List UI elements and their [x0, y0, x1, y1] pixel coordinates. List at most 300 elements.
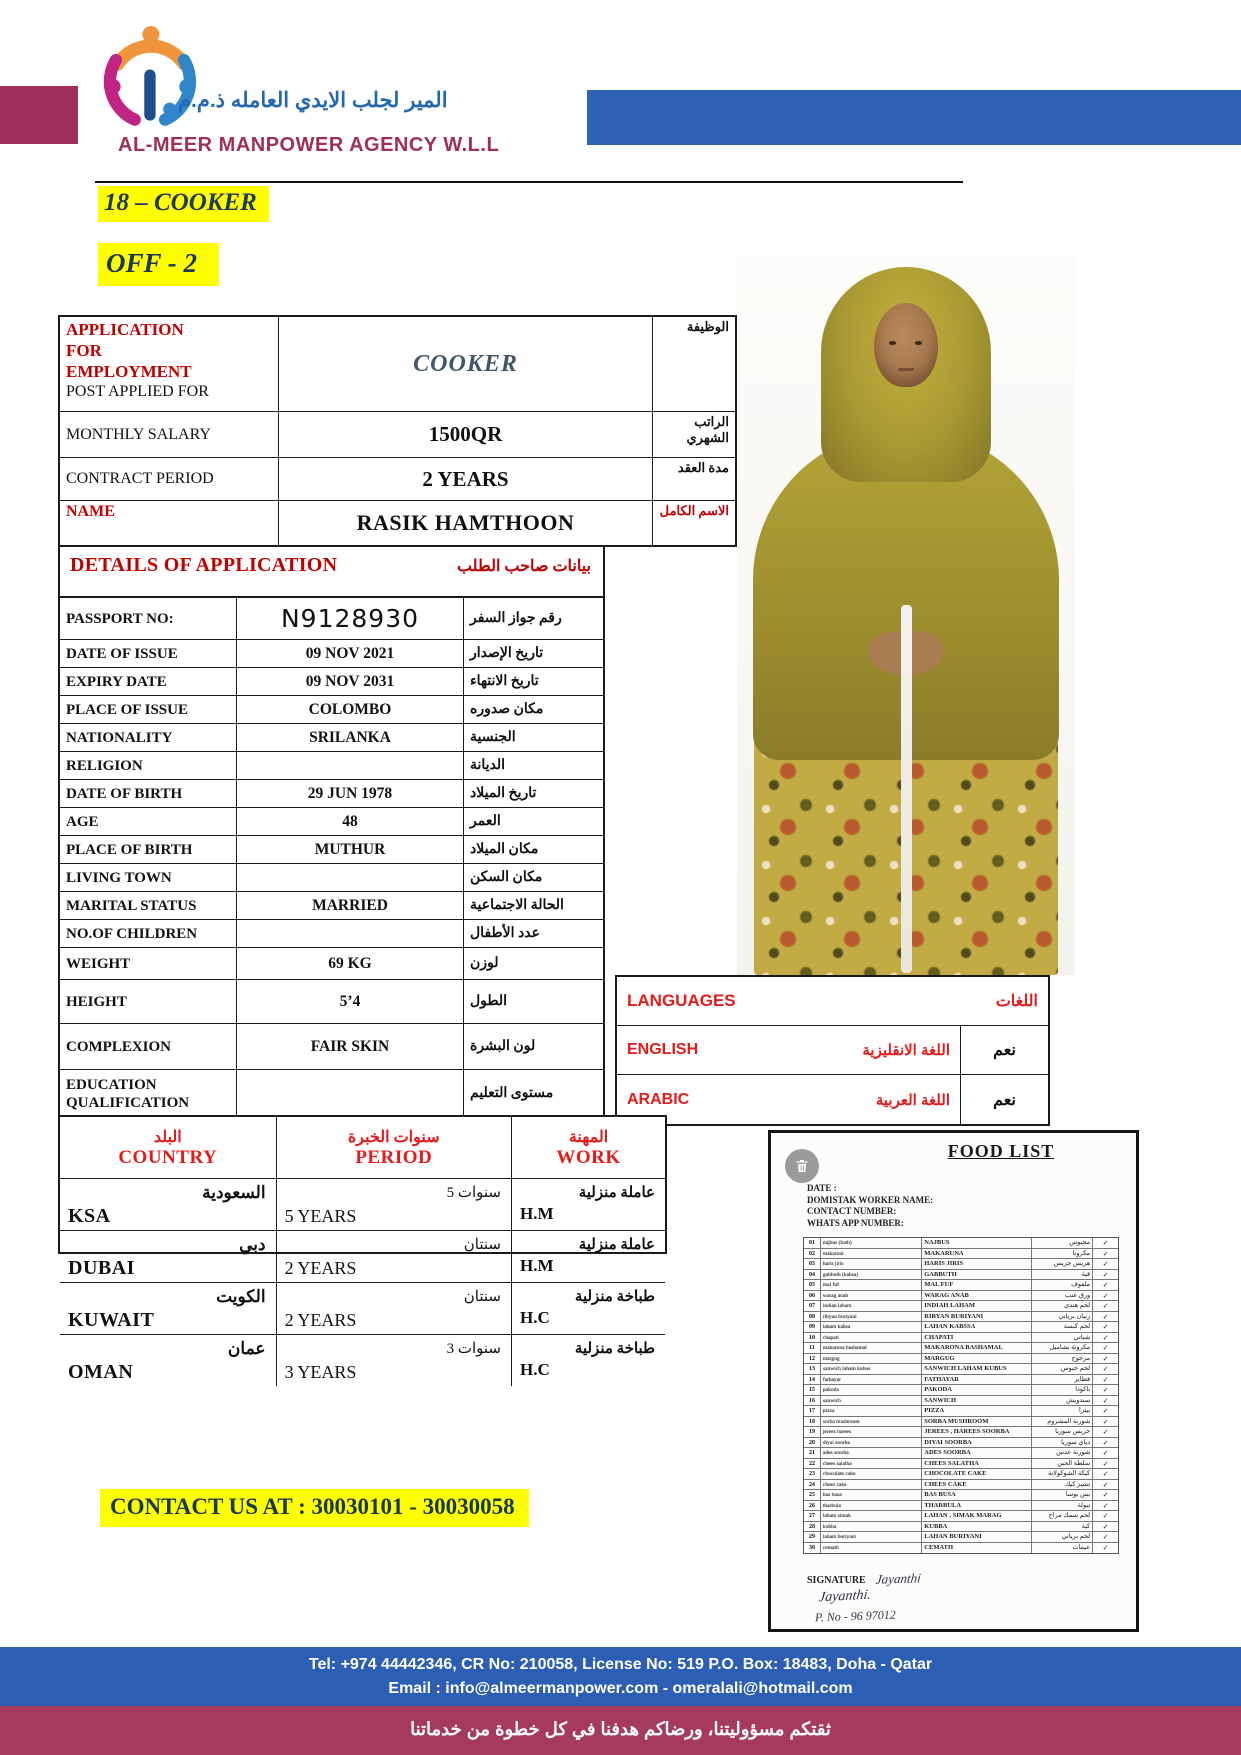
food-checkmark: ✓	[1102, 1386, 1109, 1394]
experience-country-cell	[60, 1283, 277, 1334]
food-row	[804, 1406, 1118, 1417]
food-row	[804, 1238, 1118, 1249]
food-checkmark: ✓	[1102, 1281, 1109, 1289]
language-name: ENGLISH	[627, 1041, 699, 1058]
photo-drawstring	[901, 605, 912, 973]
application-table	[58, 315, 737, 547]
details-value: FAIR SKIN	[237, 1024, 464, 1069]
details-label: NATIONALITY	[60, 724, 237, 751]
details-label: MARITAL STATUS	[60, 892, 237, 919]
details-value: 5’4	[237, 980, 464, 1023]
food-number: 13	[804, 1364, 821, 1374]
food-number: 18	[804, 1417, 821, 1427]
food-name-english: SORBA MUSHROOM	[922, 1417, 1031, 1427]
details-value: 69 KG	[237, 948, 464, 979]
food-row	[804, 1385, 1118, 1396]
food-number: 29	[804, 1532, 821, 1542]
details-row	[60, 1024, 603, 1070]
food-checkmark: ✓	[1102, 1533, 1109, 1541]
food-checkmark: ✓	[1102, 1260, 1109, 1268]
food-checkmark: ✓	[1102, 1323, 1109, 1331]
food-name-sinhala: indian laham	[821, 1301, 922, 1311]
food-name-sinhala: sorba mushroom	[821, 1417, 922, 1427]
details-label: DATE OF ISSUE	[60, 640, 237, 667]
food-name-sinhala: jerees harees	[821, 1427, 922, 1437]
details-row	[60, 864, 603, 892]
food-name-sinhala: laham buriyani	[821, 1532, 922, 1542]
details-label: DATE OF BIRTH	[60, 780, 237, 807]
details-value: MUTHUR	[237, 836, 464, 863]
food-name-english: KUBBA	[922, 1522, 1031, 1532]
languages-title-arabic: اللغات	[995, 993, 1038, 1010]
application-for-employment-label: APPLICATION FOR EMPLOYMENT	[66, 320, 192, 381]
agency-logo-icon	[97, 16, 201, 142]
food-number: 24	[804, 1480, 821, 1490]
details-value: 09 NOV 2021	[237, 640, 464, 667]
food-name-arabic: مجبوس	[1032, 1238, 1094, 1248]
food-row	[804, 1480, 1118, 1491]
food-name-sinhala: tharbula	[821, 1501, 922, 1511]
food-row	[804, 1249, 1118, 1260]
language-row	[617, 1026, 1048, 1075]
photo-mouth	[898, 368, 914, 371]
languages-header	[617, 977, 1048, 1026]
food-row	[804, 1354, 1118, 1365]
details-arabic-label: تاريخ الميلاد	[470, 786, 537, 801]
details-value: MARRIED	[237, 892, 464, 919]
reference-badge: 18 – COOKER	[98, 186, 269, 222]
details-label: WEIGHT	[60, 948, 237, 979]
trash-icon	[785, 1149, 819, 1183]
experience-work-cell	[512, 1283, 665, 1334]
language-name: ARABIC	[627, 1090, 690, 1108]
food-name-sinhala: mal fuf	[821, 1280, 922, 1290]
work-arabic: طباخة منزلية	[574, 1289, 655, 1305]
food-checkmark: ✓	[1102, 1407, 1109, 1415]
name-row	[60, 501, 735, 545]
details-row	[60, 836, 603, 864]
food-row	[804, 1375, 1118, 1386]
footer-contact-bar	[0, 1647, 1241, 1706]
details-arabic-label: الحالة الاجتماعية	[470, 898, 564, 913]
languages-table	[615, 975, 1050, 1126]
details-row	[60, 752, 603, 780]
salary-value-cell	[279, 412, 653, 457]
food-checkmark: ✓	[1102, 1501, 1109, 1510]
period-arabic: سنتان	[463, 1237, 501, 1253]
period-english: 2 YEARS	[284, 1258, 357, 1278]
experience-row	[60, 1283, 665, 1335]
details-arabic-label: مكان صدوره	[470, 702, 544, 717]
food-number: 06	[804, 1291, 821, 1301]
food-name-sinhala: haris jiris	[821, 1259, 922, 1269]
period-header-arabic: سنوات الخبرة	[347, 1128, 440, 1146]
food-name-english: INDIAH LAHAM	[922, 1301, 1031, 1311]
food-number: 05	[804, 1280, 821, 1290]
food-number: 14	[804, 1375, 821, 1385]
food-checkmark: ✓	[1102, 1333, 1109, 1342]
work-arabic: عاملة منزلية	[578, 1185, 655, 1201]
details-arabic-label: عدد الأطفال	[470, 926, 540, 941]
applicant-name: RASIK HAMTHOON	[356, 510, 575, 535]
contract-row	[60, 458, 735, 501]
language-label-cell	[617, 1075, 961, 1124]
food-checkmark: ✓	[1102, 1354, 1109, 1363]
details-arabic-label: لوزن	[470, 956, 499, 971]
details-title-arabic: بيانات صاحب الطلب	[456, 558, 591, 575]
contract-label: CONTRACT PERIOD	[60, 458, 279, 500]
period-header-english: PERIOD	[355, 1146, 433, 1168]
signature-row	[807, 1571, 921, 1587]
details-value: 48	[237, 808, 464, 835]
details-row	[60, 808, 603, 836]
food-name-english: ADES SOORBA	[922, 1448, 1031, 1458]
language-answer: نعم	[993, 1042, 1016, 1059]
details-arabic-label: الطول	[470, 994, 508, 1009]
food-name-arabic: ملفوف	[1032, 1280, 1094, 1290]
food-name-sinhala: najbus (bath)	[821, 1238, 922, 1248]
food-name-arabic: لحم خبوس	[1032, 1364, 1094, 1374]
work-arabic: طباخة منزلية	[574, 1341, 655, 1357]
food-name-english: LAHAN BURIYANI	[922, 1532, 1031, 1542]
details-label: PASSPORT NO:	[60, 598, 237, 639]
food-name-english: CHEES SALATHA	[922, 1459, 1031, 1469]
details-row	[60, 598, 603, 640]
details-row	[60, 668, 603, 696]
food-checkmark: ✓	[1102, 1438, 1109, 1447]
food-name-arabic: لحم هندي	[1032, 1301, 1094, 1311]
details-row	[60, 696, 603, 724]
food-name-english: LAHAN , SIMAK MARAG	[922, 1511, 1031, 1521]
food-row	[804, 1427, 1118, 1438]
food-checkmark: ✓	[1102, 1239, 1109, 1247]
food-name-sinhala: bas busa	[821, 1490, 922, 1500]
food-checkmark: ✓	[1102, 1344, 1109, 1352]
details-row	[60, 980, 603, 1024]
details-row	[60, 724, 603, 752]
food-name-sinhala: cemath	[821, 1543, 922, 1554]
period-english: 5 YEARS	[284, 1206, 357, 1226]
experience-work-cell	[512, 1231, 665, 1282]
contract-value-cell	[279, 458, 653, 500]
food-row	[804, 1259, 1118, 1270]
period-arabic: 5 سنوات	[446, 1185, 501, 1201]
food-checkmark: ✓	[1102, 1512, 1109, 1520]
food-number: 19	[804, 1427, 821, 1437]
country-header-english: COUNTRY	[118, 1146, 218, 1168]
food-name-arabic: عيمات	[1032, 1543, 1094, 1554]
contact-highlight: CONTACT US AT : 30030101 - 30030058	[100, 1489, 529, 1527]
experience-header-row	[60, 1117, 665, 1179]
post-applied-label-cell	[60, 317, 279, 411]
details-title-english: DETAILS OF APPLICATION	[70, 554, 338, 576]
food-checkmark: ✓	[1102, 1291, 1109, 1300]
details-label: RELIGION	[60, 752, 237, 779]
period-arabic: سنتان	[463, 1289, 501, 1305]
food-name-arabic: تشيز كيك	[1032, 1480, 1094, 1490]
food-number: 11	[804, 1343, 821, 1353]
details-value	[237, 752, 464, 779]
country-arabic: عمان	[227, 1339, 266, 1358]
work-english: H.C	[520, 1360, 550, 1379]
languages-rows	[617, 1026, 1048, 1124]
details-row	[60, 948, 603, 980]
food-row	[804, 1490, 1118, 1501]
language-row	[617, 1075, 1048, 1124]
food-name-english: RIBYAN BURIYANI	[922, 1312, 1031, 1322]
food-name-sinhala: sanwich laham kubus	[821, 1364, 922, 1374]
post-arabic-label: الوظيفة	[686, 319, 729, 334]
food-name-sinhala: warag anab	[821, 1291, 922, 1301]
food-checkmark: ✓	[1102, 1270, 1109, 1279]
details-arabic-label: الجنسية	[470, 730, 516, 745]
food-name-english: MAKARUNA	[922, 1249, 1031, 1259]
details-label: LIVING TOWN	[60, 864, 237, 891]
food-checkmark: ✓	[1102, 1543, 1109, 1552]
details-row	[60, 780, 603, 808]
country-arabic: دبي	[239, 1235, 266, 1254]
food-number: 27	[804, 1511, 821, 1521]
food-name-arabic: مكرونا	[1032, 1249, 1094, 1259]
period-header-cell	[277, 1117, 512, 1178]
food-checkmark: ✓	[1102, 1302, 1109, 1310]
work-header-english: WORK	[556, 1146, 621, 1168]
food-row	[804, 1511, 1118, 1522]
details-label: NO.OF CHILDREN	[60, 920, 237, 947]
food-name-sinhala: ades soorba	[821, 1448, 922, 1458]
food-row	[804, 1312, 1118, 1323]
food-row	[804, 1532, 1118, 1543]
food-checkmark: ✓	[1102, 1480, 1109, 1489]
food-name-sinhala: gabbuth (kabsa)	[821, 1270, 922, 1280]
food-list-title: FOOD LIST	[947, 1141, 1055, 1161]
food-name-english: DIYAI SOORBA	[922, 1438, 1031, 1448]
food-name-english: LAHAN KABSSA	[922, 1322, 1031, 1332]
food-meta-line: DOMISTAK WORKER NAME:	[807, 1194, 934, 1205]
food-name-sinhala: fathayar	[821, 1375, 922, 1385]
food-row	[804, 1301, 1118, 1312]
food-name-sinhala: diyai soorba	[821, 1438, 922, 1448]
food-row	[804, 1417, 1118, 1428]
details-arabic-label: العمر	[470, 814, 501, 829]
food-checkmark: ✓	[1102, 1249, 1109, 1258]
food-name-arabic: سلطة الجبن	[1032, 1459, 1094, 1469]
work-english: H.C	[520, 1308, 550, 1327]
food-number: 23	[804, 1469, 821, 1479]
food-name-arabic: فطاير	[1032, 1375, 1094, 1385]
food-name-english: CHEES CAKE	[922, 1480, 1031, 1490]
food-checkmark: ✓	[1102, 1312, 1109, 1321]
food-meta-line: WHATS APP NUMBER:	[807, 1217, 904, 1228]
work-english: H.M	[520, 1256, 554, 1275]
details-label: HEIGHT	[60, 980, 237, 1023]
food-name-arabic: مرجوج	[1032, 1354, 1094, 1364]
experience-row	[60, 1179, 665, 1231]
food-name-arabic: هريس جريس	[1032, 1259, 1094, 1269]
country-header-cell	[60, 1117, 277, 1178]
food-name-english: CEMATH	[922, 1543, 1031, 1554]
food-checkmark: ✓	[1102, 1491, 1109, 1499]
food-name-arabic: مكرونة بشاميل	[1032, 1343, 1094, 1353]
food-name-english: PIZZA	[922, 1406, 1031, 1416]
food-row	[804, 1280, 1118, 1291]
food-name-english: JEREES , HAREES SOORBA	[922, 1427, 1031, 1437]
food-name-arabic: كيكة الشوكولاتة	[1032, 1469, 1094, 1479]
food-name-sinhala: kubba	[821, 1522, 922, 1532]
food-name-sinhala: laham simak	[821, 1511, 922, 1521]
experience-row	[60, 1335, 665, 1386]
food-name-sinhala: laham kabsa	[821, 1322, 922, 1332]
details-label: AGE	[60, 808, 237, 835]
details-value: 29 JUN 1978	[237, 780, 464, 807]
right-accent-bar	[587, 90, 1241, 145]
details-value	[237, 864, 464, 891]
details-value: 09 NOV 2031	[237, 668, 464, 695]
food-name-english: BAS BUSA	[922, 1490, 1031, 1500]
experience-country-cell	[60, 1231, 277, 1282]
details-label: COMPLEXION	[60, 1024, 237, 1069]
salary-row	[60, 412, 735, 458]
food-number: 25	[804, 1490, 821, 1500]
experience-work-cell	[512, 1179, 665, 1230]
food-row	[804, 1448, 1118, 1459]
food-number: 17	[804, 1406, 821, 1416]
food-name-arabic: بيتزا	[1032, 1406, 1094, 1416]
food-name-english: FATHAYAR	[922, 1375, 1031, 1385]
food-name-arabic: قبة	[1032, 1270, 1094, 1280]
food-row	[804, 1522, 1118, 1533]
experience-period-cell	[277, 1283, 512, 1334]
details-arabic-label: مستوى التعليم	[470, 1086, 554, 1101]
food-name-sinhala: ribyan buriyani	[821, 1312, 922, 1322]
food-number: 08	[804, 1312, 821, 1322]
food-number: 01	[804, 1238, 821, 1248]
food-name-sinhala: makarona bashamal	[821, 1343, 922, 1353]
food-row	[804, 1270, 1118, 1281]
food-name-english: CHAPATI	[922, 1333, 1031, 1343]
period-arabic: 3 سنوات	[446, 1341, 501, 1357]
food-list-meta	[807, 1183, 933, 1229]
food-name-english: SANWICH	[922, 1396, 1031, 1406]
food-number: 22	[804, 1459, 821, 1469]
details-label: PLACE OF BIRTH	[60, 836, 237, 863]
food-number: 09	[804, 1322, 821, 1332]
food-number: 15	[804, 1385, 821, 1395]
food-name-sinhala: chocolate cake	[821, 1469, 922, 1479]
food-name-sinhala: makaroni	[821, 1249, 922, 1259]
details-label: EDUCATION QUALIFICATION	[60, 1070, 237, 1117]
food-row	[804, 1333, 1118, 1344]
food-name-arabic: باكودا	[1032, 1385, 1094, 1395]
applicant-photo	[737, 255, 1075, 975]
contract-value: 2 YEARS	[422, 466, 509, 491]
food-checkmark: ✓	[1102, 1365, 1109, 1373]
country-arabic: السعودية	[202, 1183, 266, 1202]
food-checkmark: ✓	[1102, 1459, 1109, 1468]
food-name-sinhala: pakoda	[821, 1385, 922, 1395]
post-applied-for-label: POST APPLIED FOR	[66, 383, 209, 400]
food-row	[804, 1543, 1118, 1554]
food-name-english: MARGUG	[922, 1354, 1031, 1364]
food-name-english: MAL FUF	[922, 1280, 1031, 1290]
experience-period-cell	[277, 1335, 512, 1386]
food-list-panel	[768, 1130, 1139, 1632]
details-value: COLOMBO	[237, 696, 464, 723]
food-name-arabic: شباتي	[1032, 1333, 1094, 1343]
details-label: PLACE OF ISSUE	[60, 696, 237, 723]
food-checkmark: ✓	[1102, 1417, 1109, 1426]
salary-label: MONTHLY SALARY	[60, 412, 279, 457]
food-number: 07	[804, 1301, 821, 1311]
name-value-cell	[279, 501, 653, 545]
signature-label: SIGNATURE	[807, 1575, 866, 1586]
details-value: N9128930	[237, 598, 464, 639]
country-english: KSA	[68, 1205, 111, 1227]
details-arabic-label: الديانة	[470, 758, 506, 773]
country-header-arabic: البلد	[153, 1128, 182, 1146]
experience-country-cell	[60, 1335, 277, 1386]
details-row	[60, 920, 603, 948]
left-accent-block	[0, 86, 78, 144]
details-section-header	[58, 545, 605, 596]
experience-country-cell	[60, 1179, 277, 1230]
food-checkmark: ✓	[1102, 1449, 1109, 1457]
details-arabic-label: مكان الميلاد	[470, 842, 539, 857]
language-answer: نعم	[993, 1091, 1016, 1109]
food-checkmark: ✓	[1102, 1470, 1109, 1478]
food-name-arabic: ورق عنب	[1032, 1291, 1094, 1301]
food-number: 20	[804, 1438, 821, 1448]
food-name-english: PAKODA	[922, 1385, 1031, 1395]
food-row	[804, 1438, 1118, 1449]
food-checkmark: ✓	[1102, 1522, 1109, 1531]
details-arabic-label: لون البشرة	[470, 1039, 536, 1054]
details-row	[60, 640, 603, 668]
language-name-arabic: اللغة العربية	[875, 1091, 950, 1109]
experience-rows	[60, 1179, 665, 1383]
food-name-sinhala: pizza	[821, 1406, 922, 1416]
food-row	[804, 1291, 1118, 1302]
food-number: 04	[804, 1270, 821, 1280]
language-label-cell	[617, 1026, 961, 1074]
period-english: 3 YEARS	[284, 1362, 357, 1382]
food-name-arabic: جريس سوريا	[1032, 1427, 1094, 1437]
details-value	[237, 920, 464, 947]
details-row	[60, 1070, 603, 1117]
experience-table	[58, 1115, 667, 1383]
food-name-english: NAJBUS	[922, 1238, 1031, 1248]
details-row	[60, 892, 603, 920]
food-table	[803, 1237, 1119, 1554]
footer-line2: Email : info@almeermanpower.com - omeralali@hotmail.com	[388, 1680, 853, 1697]
post-value-cell	[279, 317, 653, 411]
country-english: OMAN	[68, 1361, 134, 1383]
food-name-arabic: لحم برياني	[1032, 1532, 1094, 1542]
agency-name-arabic: المير لجلب الايدي العامله ذ.م.م	[178, 89, 448, 112]
name-arabic-label: الاسم الكامل	[659, 503, 729, 518]
food-name-arabic: لحم كبسة	[1032, 1322, 1094, 1332]
country-arabic: الكويت	[216, 1287, 266, 1306]
food-number: 21	[804, 1448, 821, 1458]
offer-badge: OFF - 2	[98, 243, 219, 286]
food-number: 10	[804, 1333, 821, 1343]
work-arabic: عاملة منزلية	[578, 1237, 655, 1253]
food-meta-line: CONTACT NUMBER:	[807, 1206, 897, 1216]
details-arabic-label: تاريخ الانتهاء	[470, 674, 539, 689]
languages-title-english: LANGUAGES	[627, 991, 736, 1010]
photo-face	[874, 303, 938, 387]
food-name-arabic: ربيان برياني	[1032, 1312, 1094, 1322]
